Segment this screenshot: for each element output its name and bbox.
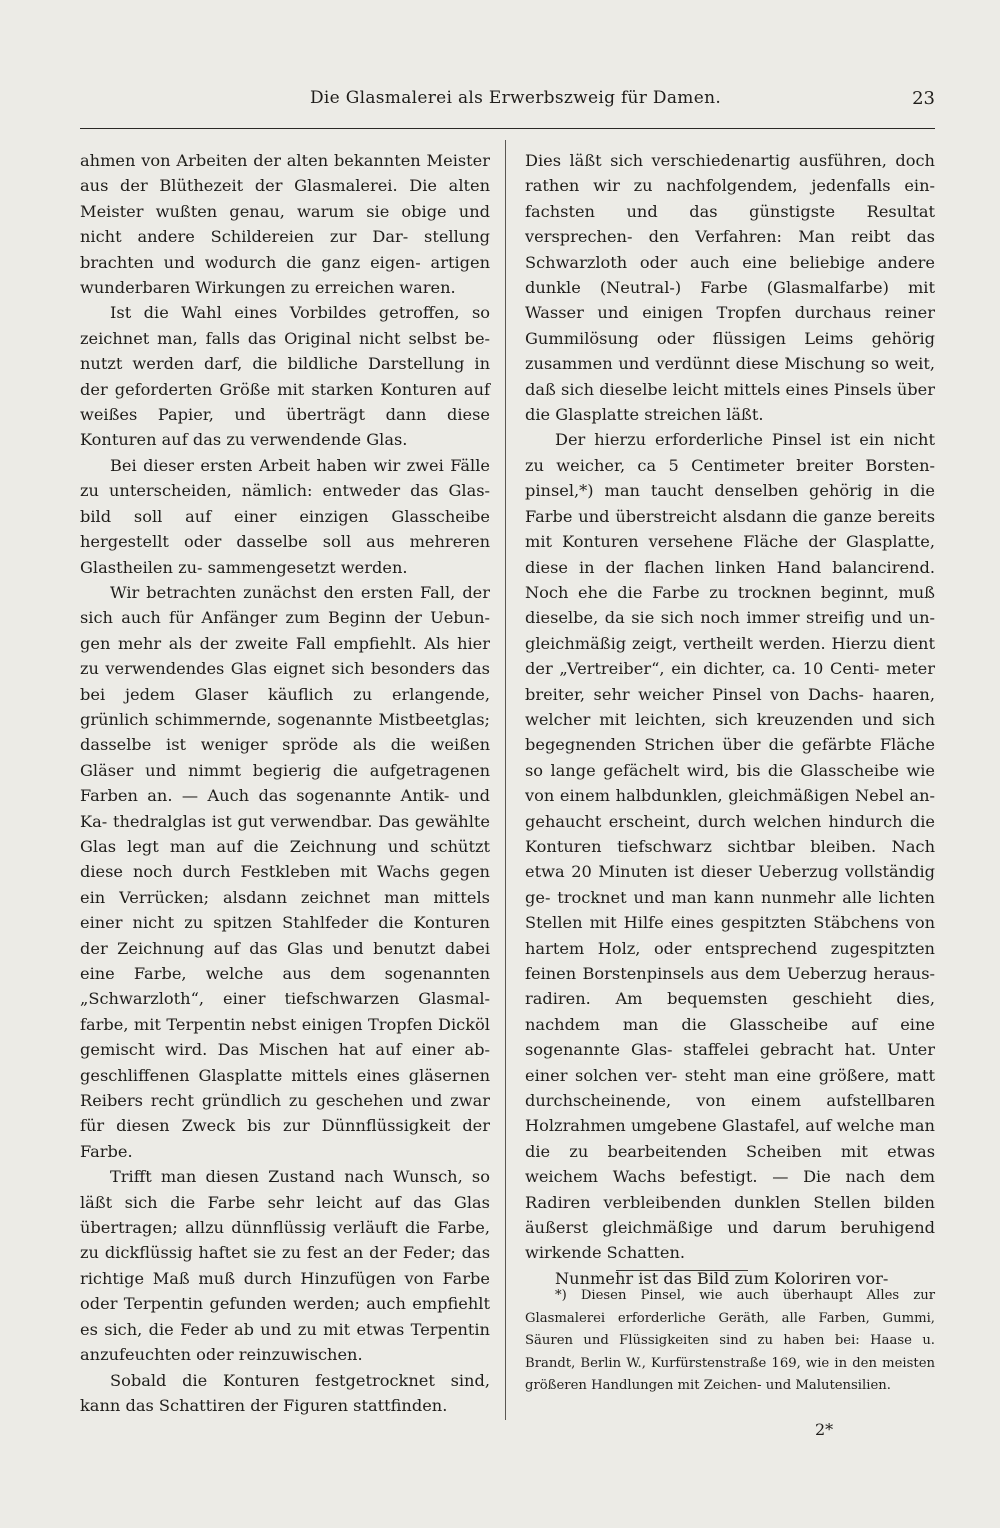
paragraph: Trifft man diesen Zustand nach Wunsch, so läßt sich die Farbe sehr leicht auf das Glas übertragen; allzu dünnflüssig verläuft die Farbe, zu dickflüssig haftet sie zu fest an der Feder; das richtige Maß muß durch Hinzufügen von Farbe oder Terpentin gefunden werden; auch empfiehlt es sich, die Feder ab und zu mit etwas Terpentin anzufeuchten oder reinzuwischen.: [80, 1167, 490, 1365]
paragraph: Nunmehr ist das Bild zum Koloriren vor-: [555, 1268, 889, 1288]
running-title: Die Glasmalerei als Erwerbszweig für Damen.: [310, 88, 722, 108]
right-column: [525, 148, 935, 1291]
paragraph: ahmen von Arbeiten der alten bekannten Meister aus der Blüthezeit der Glasmalerei. Die alten Meister wußten genau, warum sie obige und nicht andere Schildereien zur Dar- stellung brachten und wodurch die ganz eigen- artigen wunderbaren Wirkungen zu erreichen waren.: [80, 151, 490, 298]
paragraph: Dies läßt sich verschiedenartig ausführen, doch rathen wir zu nachfolgendem, jedenfalls ein- fachsten und das günstigste Resultat versprechen- den Verfahren: Man reibt das Schwarzloth oder auch eine beliebige andere dunkle (Neutral-) Farbe (Glasmalfarbe) mit Wasser und einigen Tropfen durchaus reiner Gummilösung oder flüssigen Leims gehörig zusammen und verdünnt diese Mischung so weit, daß sich dieselbe leicht mittels eines Pinsels über die Glasplatte streichen läßt.: [525, 151, 935, 425]
paragraph: Ist die Wahl eines Vorbildes getroffen, so zeichnet man, falls das Original nicht selbst be- nutzt werden darf, die bildliche Darstellung in der geforderten Größe mit starken Konturen auf weißes Papier, und überträgt dann diese Konturen auf das zu verwendende Glas.: [80, 303, 490, 450]
paragraph: Wir betrachten zunächst den ersten Fall, der sich auch für Anfänger zum Beginn der Uebun- gen mehr als der zweite Fall empfiehlt. Als hier zu verwendendes Glas eignet sich besonders das bei jedem Glaser käuflich zu erlangende, grünlich schimmernde, sogenannte Mistbeetglas; dasselbe ist weniger spröde als die weißen Gläser und nimmt begierig die aufgetragenen Farben an. — Auch das sogenannte Antik- und Ka- thedralglas ist gut verwendbar. Das gewählte Glas legt man auf die Zeichnung und schützt diese noch durch Festkleben mit Wachs gegen ein Verrücken; alsdann zeichnet man mittels einer nicht zu spitzen Stahlfeder die Konturen der Zeichnung auf das Glas und benutzt dabei eine Farbe, welche aus dem sogenannten „Schwarzloth“, einer tiefschwarzen Glasmal- farbe, mit Terpentin nebst einigen Tropfen Dicköl gemischt wird. Das Mischen hat auf einer ab- geschliffenen Glasplatte mittels eines gläsernen Reibers recht gründlich zu geschehen und zwar für diesen Zweck bis zur Dünnflüssigkeit der Farbe.: [80, 582, 490, 1161]
paragraph: Sobald die Konturen festgetrocknet sind, kann das Schattiren der Figuren stattfinden.: [80, 1370, 490, 1415]
left-column: [80, 148, 490, 1418]
page-number: 23: [912, 88, 935, 109]
footnote-rule: [616, 1270, 748, 1271]
signature-mark: 2*: [815, 1420, 834, 1439]
paragraph: Bei dieser ersten Arbeit haben wir zwei Fälle zu unterscheiden, nämlich: entweder das Glas- bild soll auf einer einzigen Glasscheibe hergestellt oder dasselbe soll aus mehreren Glastheilen zu- sammengesetzt werden.: [80, 455, 490, 577]
header-rule: [80, 128, 935, 129]
page-header: [80, 88, 935, 118]
column-divider: [505, 140, 506, 1420]
footnote: [525, 1285, 935, 1398]
footnote-text: *) Diesen Pinsel, wie auch überhaupt Alles zur Glasmalerei erforderliche Geräth, alle Farben, Gummi, Säuren und Flüssigkeiten sind zu haben bei: Haase u. Brandt, Berlin W., Kurfürstenstraße 169, wie in den meisten größeren Handlungen mit Zeichen- und Malutensilien.: [525, 1288, 935, 1394]
paragraph: Der hierzu erforderliche Pinsel ist ein nicht zu weicher, ca 5 Centimeter breiter Borsten- pinsel,*) man taucht denselben gehörig in die Farbe und überstreicht alsdann die ganze bereits mit Konturen versehene Fläche der Glasplatte, diese in der flachen linken Hand balancirend. Noch ehe die Farbe zu trocknen beginnt, muß dieselbe, da sie sich noch immer streifig und un- gleichmäßig zeigt, vertheilt werden. Hierzu dient der „Vertreiber“, ein dichter, ca. 10 Centi- meter breiter, sehr weicher Pinsel von Dachs- haaren, welcher mit leichten, sich kreuzenden und sich begegnenden Strichen über die gefärbte Fläche so lange gefächelt wird, bis die Glasscheibe wie von einem halbdunklen, gleichmäßigen Nebel an- gehaucht erscheint, durch welchen hindurch die Konturen tiefschwarz sichtbar bleiben. Nach etwa 20 Minuten ist dieser Ueberzug vollständig ge- trocknet und man kann nunmehr alle lichten Stellen mit Hilfe eines gespitzten Stäbchens von hartem Holz, oder entsprechend zugespitzten feinen Borstenpinsels aus dem Ueberzug heraus- radiren. Am bequemsten geschieht dies, nachdem man die Glasscheibe auf eine sogenannte Glas- staffelei gebracht hat. Unter einer solchen ver- steht man eine größere, matt durchscheinende, von einem aufstellbaren Holzrahmen umgebene Glastafel, auf welche man die zu bearbeitenden Scheiben mit etwas weichem Wachs befestigt. — Die nach dem Radiren verbleibenden dunklen Stellen bilden äußerst gleichmäßige und darum beruhigend wirkende Schatten.: [525, 430, 935, 1263]
